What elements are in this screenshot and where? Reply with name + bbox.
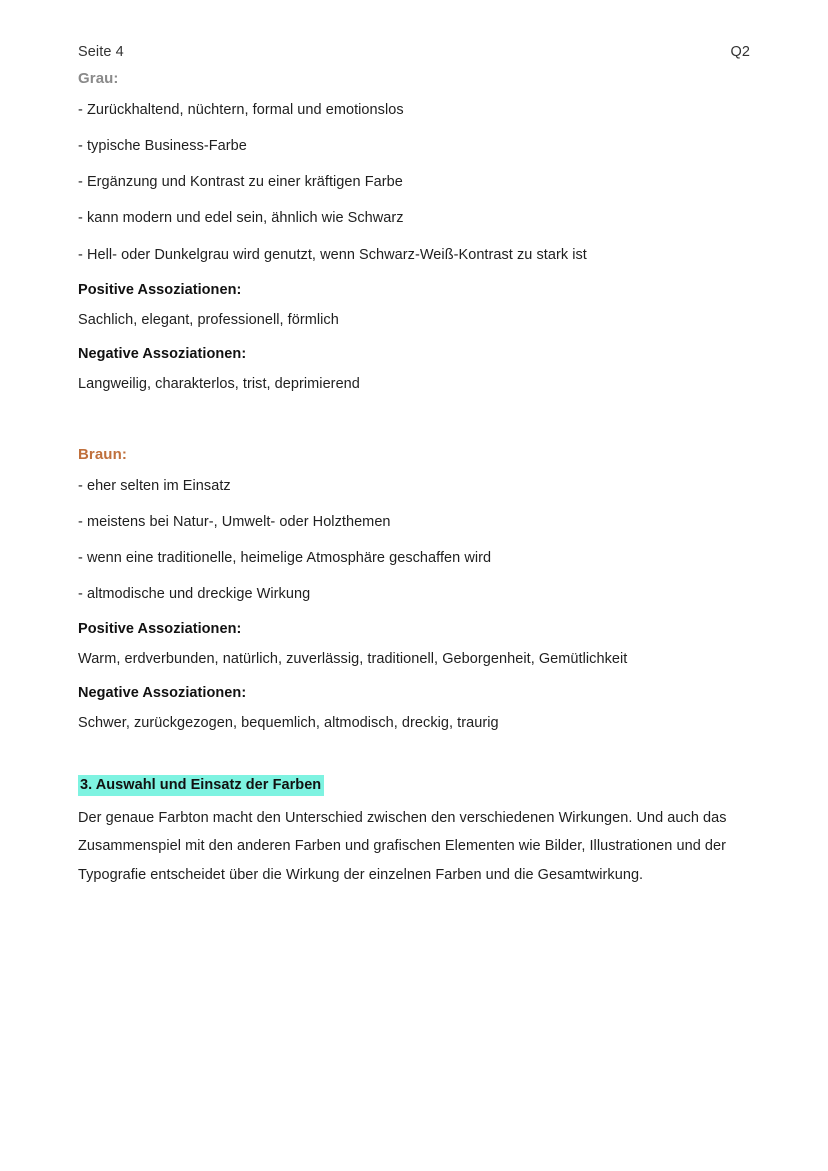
positive-associations-value: Sachlich, elegant, professionell, förmlich: [78, 311, 339, 328]
negative-associations-value: Schwer, zurückgezogen, bequemlich, altmodisch, dreckig, traurig: [78, 715, 499, 732]
chapter-spacer: [78, 749, 750, 775]
negative-associations-value: Langweilig, charakterlos, trist, deprimierend: [78, 375, 360, 392]
bullet-item: - kann modern und edel sein, ähnlich wie Schwarz: [78, 210, 404, 227]
bullet-item: - eher selten im Einsatz: [78, 477, 231, 494]
bullet-item: - Ergänzung und Kontrast zu einer kräftigen Farbe: [78, 174, 403, 191]
section-heading-braun: Braun:: [78, 445, 127, 463]
section-spacer: [78, 410, 750, 446]
positive-associations-label: Positive Assoziationen:: [78, 621, 242, 638]
bullet-item: - Hell- oder Dunkelgrau wird genutzt, wenn Schwarz-Weiß-Kontrast zu stark ist: [78, 246, 587, 263]
course-label: Q2: [730, 44, 750, 60]
section-heading-grau: Grau:: [78, 70, 119, 87]
positive-associations-label: Positive Assoziationen:: [78, 281, 242, 298]
positive-associations-value: Warm, erdverbunden, natürlich, zuverlässig, traditionell, Geborgenheit, Gemütlichkeit: [78, 651, 628, 668]
bullet-item: - altmodische und dreckige Wirkung: [78, 586, 311, 602]
bullet-item: - wenn eine traditionelle, heimelige Atmosphäre geschaffen wird: [78, 549, 492, 566]
negative-associations-label: Negative Assoziationen:: [78, 685, 247, 702]
page-number-label: Seite 4: [78, 44, 124, 60]
negative-associations-label: Negative Assoziationen:: [78, 345, 247, 362]
page-header: [78, 44, 750, 60]
chapter-title-highlighted: 3. Auswahl und Einsatz der Farben: [78, 775, 324, 796]
bullet-item: - Zurückhaltend, nüchtern, formal und emotionslos: [78, 102, 404, 118]
bullet-item: - typische Business-Farbe: [78, 138, 247, 155]
chapter-paragraph: Der genaue Farbton macht den Unterschied zwischen den verschiedenen Wirkungen. Und auch das Zusammenspiel mit den anderen Farben und grafischen Elementen wie Bilder, Illustrationen und der Typografie entscheidet über die Wirkung der einzelnen Farben und die Gesamtwirkung.: [78, 810, 727, 883]
bullet-item: - meistens bei Natur-, Umwelt- oder Holzthemen: [78, 513, 391, 530]
